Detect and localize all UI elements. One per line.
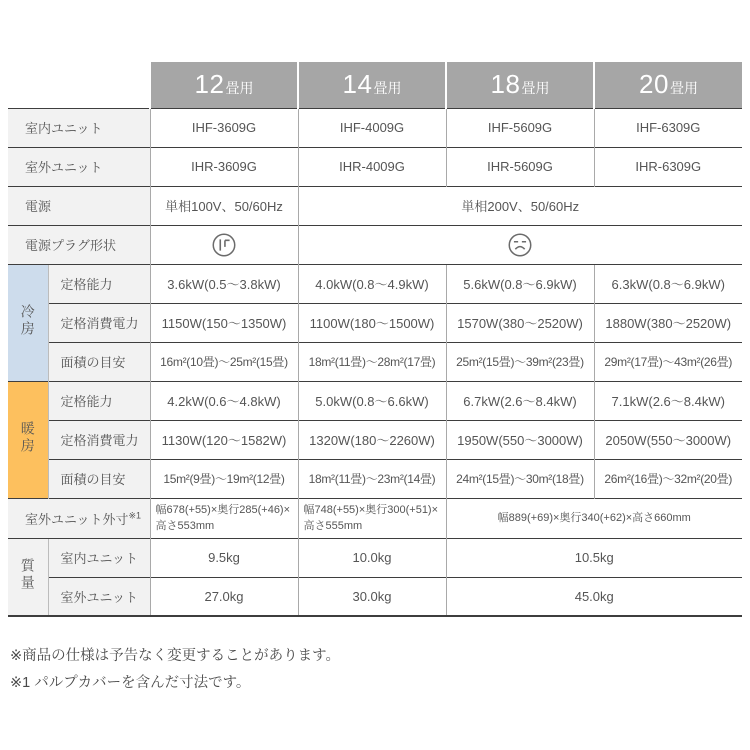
column-header-20tatami [594, 62, 742, 108]
header-row [8, 62, 742, 108]
indoor-unit-model: IHF-3609G [150, 108, 298, 147]
size-suffix: 畳用 [373, 80, 402, 97]
size-number: 20 [639, 69, 669, 100]
heating-area-value: 15m²(9畳)〜19m²(12畳) [150, 459, 298, 498]
heating-consumption-value: 1130W(120〜1582W) [150, 420, 298, 459]
plug-200v-tandem-ground-icon [506, 231, 534, 259]
row-label-outdoor-unit: 室外ユニット [48, 577, 150, 616]
table-row-outdoor-dimensions [8, 498, 742, 538]
outdoor-unit-model: IHR-3609G [150, 147, 298, 186]
table-row-heating-area [8, 459, 742, 498]
section-label-mass: 質量 [8, 538, 48, 616]
power-100v-value: 単相100V、50/60Hz [150, 186, 298, 225]
row-label-rated-capacity: 定格能力 [48, 264, 150, 303]
size-number: 12 [194, 69, 225, 100]
size-suffix: 畳用 [669, 80, 698, 97]
cooling-capacity-value: 3.6kW(0.5〜3.8kW) [150, 264, 298, 303]
outdoor-dimensions-value: 幅748(+55)×奥行300(+51)×高さ555mm [298, 498, 446, 538]
heating-consumption-value: 1320W(180〜2260W) [298, 420, 446, 459]
size-number: 18 [490, 69, 521, 100]
heating-area-value: 24m²(15畳)〜30m²(18畳) [446, 459, 594, 498]
column-header-14tatami [298, 62, 446, 108]
table-row-mass-outdoor [8, 577, 742, 616]
table-row-cooling-area [8, 342, 742, 381]
table-row-mass-indoor [8, 538, 742, 577]
spec-sheet [8, 62, 742, 697]
table-row-plug-shape [8, 225, 742, 264]
mass-outdoor-value: 30.0kg [298, 577, 446, 616]
outdoor-dimensions-value: 幅889(+69)×奥行340(+62)×高さ660mm [446, 498, 742, 538]
footnote-spec-change: ※商品の仕様は予告なく変更することがあります。 [10, 648, 340, 664]
heating-consumption-value: 1950W(550〜3000W) [446, 420, 594, 459]
outdoor-dimensions-value: 幅678(+55)×奥行285(+46)×高さ553mm [150, 498, 298, 538]
cooling-area-value: 16m²(10畳)〜25m²(15畳) [150, 342, 298, 381]
outdoor-unit-model: IHR-5609G [446, 147, 594, 186]
table-corner-spacer [8, 62, 150, 108]
heating-capacity-value: 7.1kW(2.6〜8.4kW) [594, 381, 742, 420]
indoor-unit-model: IHF-5609G [446, 108, 594, 147]
power-200v-value: 単相200V、50/60Hz [298, 186, 742, 225]
table-row-outdoor-unit [8, 147, 742, 186]
footnotes [10, 643, 742, 697]
outdoor-unit-model: IHR-4009G [298, 147, 446, 186]
indoor-unit-model: IHF-4009G [298, 108, 446, 147]
cooling-capacity-value: 5.6kW(0.8〜6.9kW) [446, 264, 594, 303]
cooling-capacity-value: 4.0kW(0.8〜4.9kW) [298, 264, 446, 303]
row-label-rated-consumption: 定格消費電力 [48, 303, 150, 342]
cooling-consumption-value: 1150W(150〜1350W) [150, 303, 298, 342]
plug-200v-cell [298, 225, 742, 264]
row-label-rated-consumption: 定格消費電力 [48, 420, 150, 459]
heating-area-value: 26m²(16畳)〜32m²(20畳) [594, 459, 742, 498]
row-label-area-guide: 面積の目安 [48, 342, 150, 381]
row-label-area-guide: 面積の目安 [48, 459, 150, 498]
plug-100v-il-icon [210, 231, 238, 259]
mass-indoor-value: 10.5kg [446, 538, 742, 577]
mass-outdoor-value: 27.0kg [150, 577, 298, 616]
table-row-power [8, 186, 742, 225]
column-header-12tatami [150, 62, 298, 108]
row-label-rated-capacity: 定格能力 [48, 381, 150, 420]
section-label-cooling: 冷房 [8, 264, 48, 381]
mass-indoor-value: 9.5kg [150, 538, 298, 577]
row-label-indoor-unit: 室内ユニット [8, 108, 150, 147]
heating-area-value: 18m²(11畳)〜23m²(14畳) [298, 459, 446, 498]
section-label-heating: 暖房 [8, 381, 48, 498]
mass-indoor-value: 10.0kg [298, 538, 446, 577]
cooling-area-value: 18m²(11畳)〜28m²(17畳) [298, 342, 446, 381]
cooling-area-value: 25m²(15畳)〜39m²(23畳) [446, 342, 594, 381]
table-row-indoor-unit [8, 108, 742, 147]
row-label-plug-shape: 電源プラグ形状 [8, 225, 150, 264]
table-row-cooling-consumption [8, 303, 742, 342]
column-header-18tatami [446, 62, 594, 108]
mass-outdoor-value: 45.0kg [446, 577, 742, 616]
row-label-indoor-unit: 室内ユニット [48, 538, 150, 577]
heating-capacity-value: 6.7kW(2.6〜8.4kW) [446, 381, 594, 420]
size-number: 14 [342, 69, 373, 100]
cooling-capacity-value: 6.3kW(0.8〜6.9kW) [594, 264, 742, 303]
indoor-unit-model: IHF-6309G [594, 108, 742, 147]
row-label-power: 電源 [8, 186, 150, 225]
cooling-consumption-value: 1100W(180〜1500W) [298, 303, 446, 342]
spec-table [8, 62, 742, 617]
table-row-heating-capacity [8, 381, 742, 420]
cooling-consumption-value: 1880W(380〜2520W) [594, 303, 742, 342]
row-label-outdoor-dimensions: 室外ユニット外寸$^{※1}$ [8, 498, 150, 538]
outdoor-unit-model: IHR-6309G [594, 147, 742, 186]
size-suffix: 畳用 [225, 80, 254, 97]
cooling-area-value: 29m²(17畳)〜43m²(26畳) [594, 342, 742, 381]
heating-capacity-value: 4.2kW(0.6〜4.8kW) [150, 381, 298, 420]
cooling-consumption-value: 1570W(380〜2520W) [446, 303, 594, 342]
note-reference: ※1 [128, 510, 142, 521]
size-suffix: 畳用 [521, 80, 550, 97]
table-row-heating-consumption [8, 420, 742, 459]
plug-100v-cell [150, 225, 298, 264]
heating-capacity-value: 5.0kW(0.8〜6.6kW) [298, 381, 446, 420]
heating-consumption-value: 2050W(550〜3000W) [594, 420, 742, 459]
footnote-pulp-cover: ※1 パルプカバーを含んだ寸法です。 [10, 674, 251, 691]
row-label-outdoor-unit: 室外ユニット [8, 147, 150, 186]
table-row-cooling-capacity [8, 264, 742, 303]
